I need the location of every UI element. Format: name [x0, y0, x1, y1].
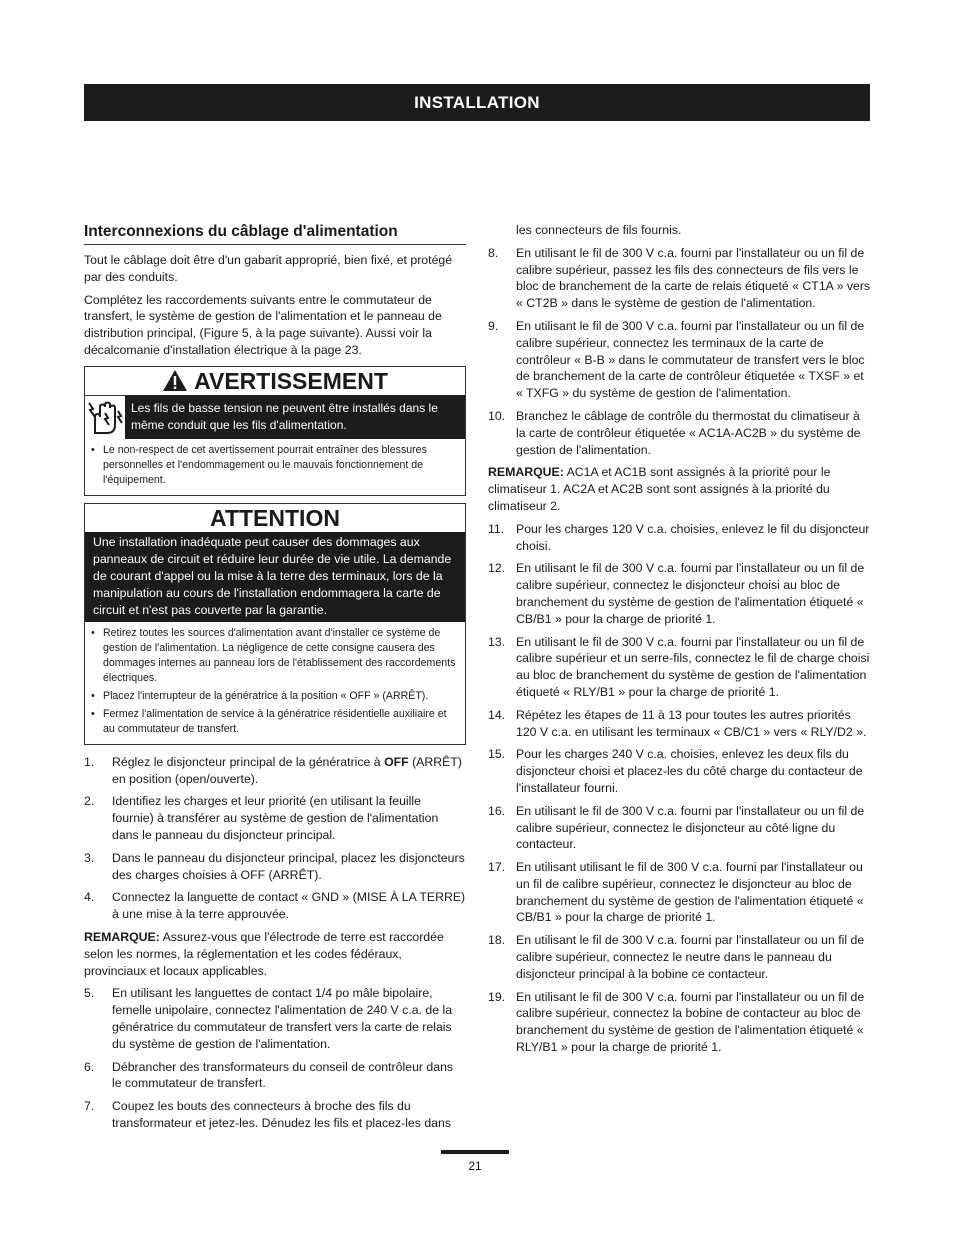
warning-box: [84, 366, 466, 496]
continued-text: les connecteurs de fils fournis.: [516, 223, 682, 237]
page-number: 21: [468, 1159, 482, 1173]
list-item: 9. En utilisant le fil de 300 V c.a. fourni par l'installateur ou un fil de calibre supérieur, connectez les terminaux de la carte de contrôleur « B-B » dans le commutateur de transfert vers le bloc de branchement de la carte de contrôleur étiquetée « TXSF » et « TXFG » du système de gestion de l'alimentation.: [488, 318, 865, 401]
list-item: 1. Réglez le disjoncteur principal de la génératrice à OFF (ARRÊT) en position (open/ouverte).: [84, 754, 462, 786]
attention-bullet: • Retirez toutes les sources d'alimentation avant d'installer ce système de gestion de l'alimentation. La négligence de cette consigne causera des dommages internes au panneau lors de l'établissement des raccordements électriques.: [91, 626, 459, 686]
attention-bullet: • Placez l'interrupteur de la génératrice à la position « OFF » (ARRÊT).: [91, 689, 459, 704]
warning-bullets: [85, 439, 465, 495]
list-item: 6. Débrancher des transformateurs du conseil de contrôleur dans le commutateur de transfert.: [84, 1059, 454, 1091]
list-item: 16. En utilisant le fil de 300 V c.a. fourni par l'installateur ou un fil de calibre supérieur, connectez le disjoncteur au côté ligne du contacteur.: [488, 803, 865, 852]
list-item: 19. En utilisant le fil de 300 V c.a. fourni par l'installateur ou un fil de calibre supérieur, connectez la bobine de contacteur au bloc de branchement du système de gestion de l'alimentation étiqueté « RLY/B1 » pour la charge de priorité 1.: [488, 989, 865, 1055]
warning-bullet: • Le non-respect de cet avertissement pourrait entraîner des blessures personnelles et l'endommagement ou le mauvais fonctionnement de l'équipement.: [91, 443, 459, 488]
list-item: 2. Identifiez les charges et leur priorité (en utilisant la feuille fournie) à transférer au système de gestion de l'alimentation dans le panneau du disjoncteur principal.: [84, 794, 439, 842]
warning-text: Les fils de basse tension ne peuvent être installés dans le même conduit que les fils d'alimentation.: [131, 400, 438, 432]
list-item: 7. Coupez les bouts des connecteurs à broche des fils du transformateur et jetez-les. Dénudez les fils et placez-les dans: [84, 1099, 452, 1130]
steps-list-right: [488, 245, 872, 459]
warning-title-row: [85, 367, 465, 395]
list-item: 10. Branchez le câblage de contrôle du thermostat du climatiseur à la carte de contrôleur étiquetée « AC1A-AC2B » du système de gestion de l'alimentation.: [488, 408, 861, 457]
list-item: 15. Pour les charges 240 V c.a. choisies, enlevez les deux fils du disjoncteur choisi et placez-les du côté charge du contacteur de l'installateur fourni.: [488, 747, 863, 795]
attention-box: [84, 503, 466, 745]
right-column: [488, 218, 872, 1062]
header-title: INSTALLATION: [414, 92, 540, 112]
left-column: [84, 218, 466, 1138]
warning-triangle-icon: [162, 369, 188, 392]
list-item: 4. Connectez la languette de contact « GND » (MISE À LA TERRE) à une mise à la terre approuvée.: [84, 890, 466, 922]
list-item: 12. En utilisant le fil de 300 V c.a. fourni par l'installateur ou un fil de calibre supérieur, connectez le disjoncteur choisi au bloc de branchement du système de gestion de l'alimentation étiqueté « CB/B1 » pour la charge de priorité 1.: [488, 561, 865, 626]
attention-text: Une installation inadéquate peut causer des dommages aux panneaux de circuit et réduire leur durée de vie utile. La demande de courant d'appel ou la mise à la terre des terminaux, lors de la manipulation au cours de l'installation endommagera la carte de circuit et n'est pas couverte par la garantie.: [85, 532, 465, 622]
section-header: [84, 84, 870, 121]
list-item: 13. En utilisant le fil de 300 V c.a. fourni par l'installateur ou un fil de calibre supérieur et un serre-fils, connectez le fil de charge choisi au bloc de branchement du système de gestion de l'alimentation étiqueté « RLY/B1 » pour la charge de priorité 1.: [488, 634, 870, 699]
section-title: Interconnexions du câblage d'alimentation: [84, 222, 466, 245]
footer-rule: [441, 1150, 509, 1154]
intro-paragraph-1: Tout le câblage doit être d'un gabarit approprié, bien fixé, et protégé par des conduits.: [84, 253, 453, 284]
electric-shock-hand-icon: [85, 397, 125, 437]
list-item: 18. En utilisant le fil de 300 V c.a. fourni par l'installateur ou un fil de calibre supérieur, connectez le neutre dans le panneau du disjoncteur principal à la bobine ce contacteur.: [488, 933, 865, 981]
intro-paragraph-2: Complétez les raccordements suivants entre le commutateur de transfert, le système de gestion de l'alimentation et le panneau de distribution principal, (Figure 5, à la page suivante). Aussi voir la décalcomanie d'installation électrique à la page 23.: [84, 292, 442, 357]
steps-list-left: [84, 754, 466, 923]
steps-list-right-2: [488, 521, 872, 1056]
list-item: 3. Dans le panneau du disjoncteur principal, placez les disjoncteurs des charges choisies à OFF (ARRÊT).: [84, 850, 465, 882]
steps-list-left-2: [84, 985, 466, 1131]
attention-title: ATTENTION: [210, 504, 340, 531]
list-item: 11. Pour les charges 120 V c.a. choisies, enlevez le fil du disjoncteur choisi.: [488, 521, 870, 553]
attention-bullet: • Fermez l'alimentation de service à la génératrice résidentielle auxiliaire et au commutateur de transfert.: [91, 707, 459, 737]
list-item: 5. En utilisant les languettes de contact 1/4 po mâle bipolaire, femelle unipolaire, connectez l'alimentation de 240 V c.a. de la génératrice du commutateur de transfert vers la carte de relais du système de gestion de l'alimentation.: [84, 986, 453, 1051]
warning-icon-cell: [85, 395, 125, 439]
note-climatiseur: REMARQUE: AC1A et AC1B sont assignés à la priorité pour le climatiseur 1. AC2A et AC2B sont sont assignés à la priorité du climatiseur 2.: [488, 465, 831, 513]
list-item: 17. En utilisant utilisant le fil de 300 V c.a. fourni par l'installateur ou un fil de calibre supérieur, connectez le disjoncteur au bloc de branchement du système de gestion de l'alimentation étiqueté « CB/B1 » pour la charge de priorité 1.: [488, 860, 864, 925]
warning-title: AVERTISSEMENT: [194, 367, 388, 394]
list-item: 8. En utilisant le fil de 300 V c.a. fourni par l'installateur ou un fil de calibre supérieur, passez les fils des connecteurs de fils vers le bloc de branchement de la carte de relais étiqueté « CT1A » vers « CT2B » dans le système de gestion de l'alimentation.: [488, 245, 871, 311]
warning-body: [85, 395, 465, 439]
note-ground: REMARQUE: Assurez-vous que l'électrode de terre est raccordée selon les normes, la réglementation et les codes fédéraux, provinciaux et locaux applicables.: [84, 929, 444, 978]
attention-bullets: [85, 622, 465, 744]
list-item: 14. Répétez les étapes de 11 à 13 pour toutes les autres priorités 120 V c.a. en utilisant les terminaux « CB/C1 » vers « RLY/D2 ».: [488, 707, 867, 739]
